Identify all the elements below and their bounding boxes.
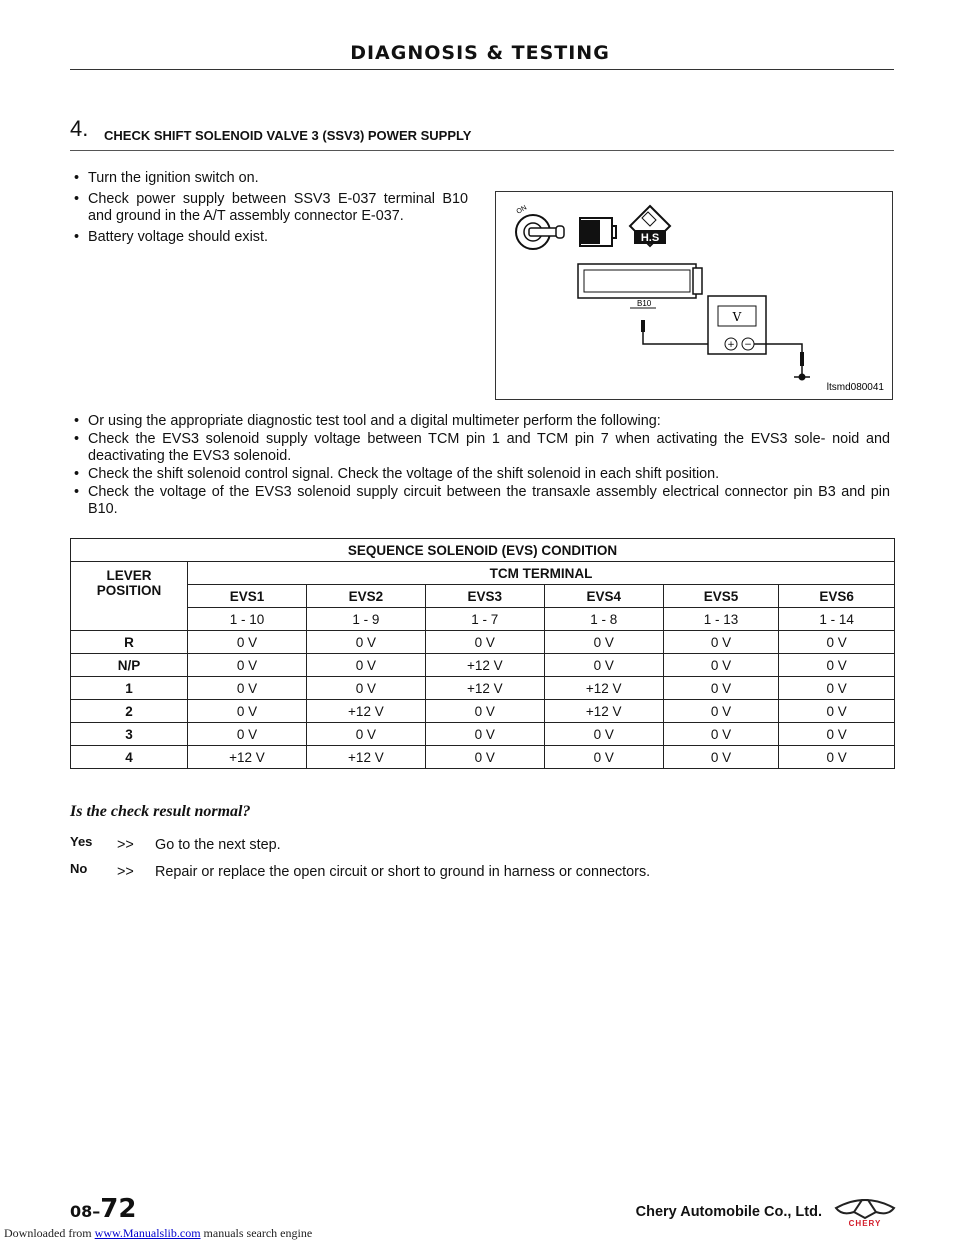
table-row <box>71 746 895 769</box>
download-notice <box>4 1226 312 1241</box>
voltage-cell: 0 V <box>306 631 425 654</box>
voltage-cell: 0 V <box>425 700 544 723</box>
table-row <box>71 700 895 723</box>
voltage-cell: +12 V <box>306 700 425 723</box>
bullet-dot: • <box>74 229 80 245</box>
voltage-cell: +12 V <box>306 746 425 769</box>
lever-position-cell: N/P <box>71 654 188 677</box>
bullet-item: • Battery voltage should exist. <box>74 229 268 245</box>
hs-connector-icon <box>630 206 670 246</box>
lever-position-cell: 3 <box>71 723 188 746</box>
bullet-dot: • <box>74 191 80 207</box>
voltage-cell: 0 V <box>663 677 779 700</box>
table-row <box>71 654 895 677</box>
header-divider <box>70 69 894 70</box>
step-number: 4. <box>70 116 89 141</box>
tcm-terminal-header: TCM TERMINAL <box>188 562 895 585</box>
answer-yes-arrow: >> <box>117 837 134 853</box>
voltage-cell: 0 V <box>306 723 425 746</box>
column-header: EVS3 <box>425 585 544 608</box>
voltage-cell: 0 V <box>306 677 425 700</box>
voltage-cell: +12 V <box>425 677 544 700</box>
bullet-item: • Check the EVS3 solenoid supply voltage between TCM pin 1 and TCM pin 7 when activating the EVS3 sole- noid and deactivating the EVS3 solenoid. <box>74 431 890 464</box>
evs-condition-table <box>70 538 895 769</box>
answer-no-text: Repair or replace the open circuit or short to ground in harness or connectors. <box>155 864 651 880</box>
table-row <box>71 631 895 654</box>
voltage-cell: 0 V <box>544 723 663 746</box>
download-prefix: Downloaded from <box>4 1226 95 1240</box>
lever-position-header: LEVER POSITION <box>71 562 188 631</box>
wiring-diagram-figure <box>495 191 893 400</box>
voltage-cell: 0 V <box>779 631 895 654</box>
voltage-cell: 0 V <box>779 746 895 769</box>
voltage-cell: 0 V <box>425 746 544 769</box>
voltage-cell: 0 V <box>779 654 895 677</box>
connector-plug-icon <box>580 218 616 246</box>
pin-cell: 1 - 13 <box>663 608 779 631</box>
bullet-list-top <box>74 170 468 250</box>
step-title: CHECK SHIFT SOLENOID VALVE 3 (SSV3) POWER SUPPLY <box>104 128 472 143</box>
figure-code: ltsmd080041 <box>826 382 884 393</box>
bullet-dot: • <box>74 413 80 429</box>
probe-tip <box>641 320 645 332</box>
pin-cell: 1 - 10 <box>188 608 307 631</box>
voltage-cell: 0 V <box>188 700 307 723</box>
voltage-cell: 0 V <box>306 654 425 677</box>
meter-plus-label: + <box>727 340 735 350</box>
bullet-dot: • <box>74 466 80 482</box>
voltmeter-icon <box>708 296 766 354</box>
chery-logo <box>830 1196 900 1228</box>
bullet-item: • Check power supply between SSV3 E-037 terminal B10 and ground in the A/T assembly connector E-037. <box>74 191 468 224</box>
lever-position-cell: R <box>71 631 188 654</box>
pin-cell: 1 - 9 <box>306 608 425 631</box>
voltage-cell: 0 V <box>188 654 307 677</box>
answer-no-label: No <box>70 861 88 876</box>
answer-yes-text: Go to the next step. <box>155 837 281 853</box>
voltage-cell: 0 V <box>425 723 544 746</box>
page-number <box>70 1194 136 1224</box>
voltage-cell: 0 V <box>663 746 779 769</box>
wiring-diagram <box>496 192 892 399</box>
table-row <box>71 677 895 700</box>
voltage-cell: 0 V <box>188 631 307 654</box>
bullet-item: • Check the shift solenoid control signal. Check the voltage of the shift solenoid in each shift position. <box>74 466 720 482</box>
ground-probe <box>800 352 804 366</box>
ecu-connector-block <box>578 264 702 298</box>
voltage-cell: 0 V <box>663 631 779 654</box>
column-header: EVS6 <box>779 585 895 608</box>
download-suffix: manuals search engine <box>200 1226 313 1240</box>
logo-wordmark: CHERY <box>848 1219 882 1228</box>
bullet-dot: • <box>74 170 80 186</box>
voltage-cell: 0 V <box>663 700 779 723</box>
manualslib-link[interactable]: www.Manualslib.com <box>94 1226 201 1240</box>
meter-display: V <box>732 310 742 324</box>
pin-cell: 1 - 8 <box>544 608 663 631</box>
section-header: DIAGNOSIS & TESTING <box>350 42 610 64</box>
step-divider <box>70 150 894 151</box>
column-header: EVS1 <box>188 585 307 608</box>
page-number-value: 72 <box>100 1194 137 1224</box>
column-header: EVS2 <box>306 585 425 608</box>
ignition-on-label: ON <box>515 204 529 216</box>
voltage-cell: 0 V <box>544 746 663 769</box>
terminal-b10-label: B10 <box>637 299 652 308</box>
lever-position-cell: 4 <box>71 746 188 769</box>
voltage-cell: +12 V <box>544 677 663 700</box>
company-name: Chery Automobile Co., Ltd. <box>635 1204 822 1220</box>
voltage-cell: 0 V <box>544 631 663 654</box>
lever-position-cell: 1 <box>71 677 188 700</box>
bullet-item: • Check the voltage of the EVS3 solenoid supply circuit between the transaxle assembly electrical connector pin B3 and pin B10. <box>74 484 890 517</box>
voltage-cell: 0 V <box>779 700 895 723</box>
bullet-list-bottom <box>74 413 890 519</box>
ignition-key-icon <box>516 204 565 249</box>
bullet-item: • Or using the appropriate diagnostic test tool and a digital multimeter perform the following: <box>74 413 661 429</box>
voltage-cell: 0 V <box>779 723 895 746</box>
table-title: SEQUENCE SOLENOID (EVS) CONDITION <box>71 539 895 562</box>
voltage-cell: 0 V <box>779 677 895 700</box>
voltage-cell: +12 V <box>544 700 663 723</box>
meter-minus-label: − <box>744 340 752 350</box>
voltage-cell: 0 V <box>663 654 779 677</box>
column-header: EVS5 <box>663 585 779 608</box>
bullet-dot: • <box>74 484 80 500</box>
pin-cell: 1 - 7 <box>425 608 544 631</box>
voltage-cell: 0 V <box>544 654 663 677</box>
pin-cell: 1 - 14 <box>779 608 895 631</box>
voltage-cell: 0 V <box>188 723 307 746</box>
answer-yes-label: Yes <box>70 834 93 849</box>
page-prefix: 08– <box>70 1202 101 1221</box>
answer-no-arrow: >> <box>117 864 134 880</box>
voltage-cell: 0 V <box>188 677 307 700</box>
bullet-item: • Turn the ignition switch on. <box>74 170 259 186</box>
voltage-cell: 0 V <box>425 631 544 654</box>
voltage-cell: 0 V <box>663 723 779 746</box>
check-question: Is the check result normal? <box>70 803 251 820</box>
hs-label: H.S <box>640 232 660 244</box>
voltage-cell: +12 V <box>188 746 307 769</box>
table-row <box>71 723 895 746</box>
voltage-cell: +12 V <box>425 654 544 677</box>
bullet-dot: • <box>74 431 80 447</box>
column-header: EVS4 <box>544 585 663 608</box>
lever-position-cell: 2 <box>71 700 188 723</box>
